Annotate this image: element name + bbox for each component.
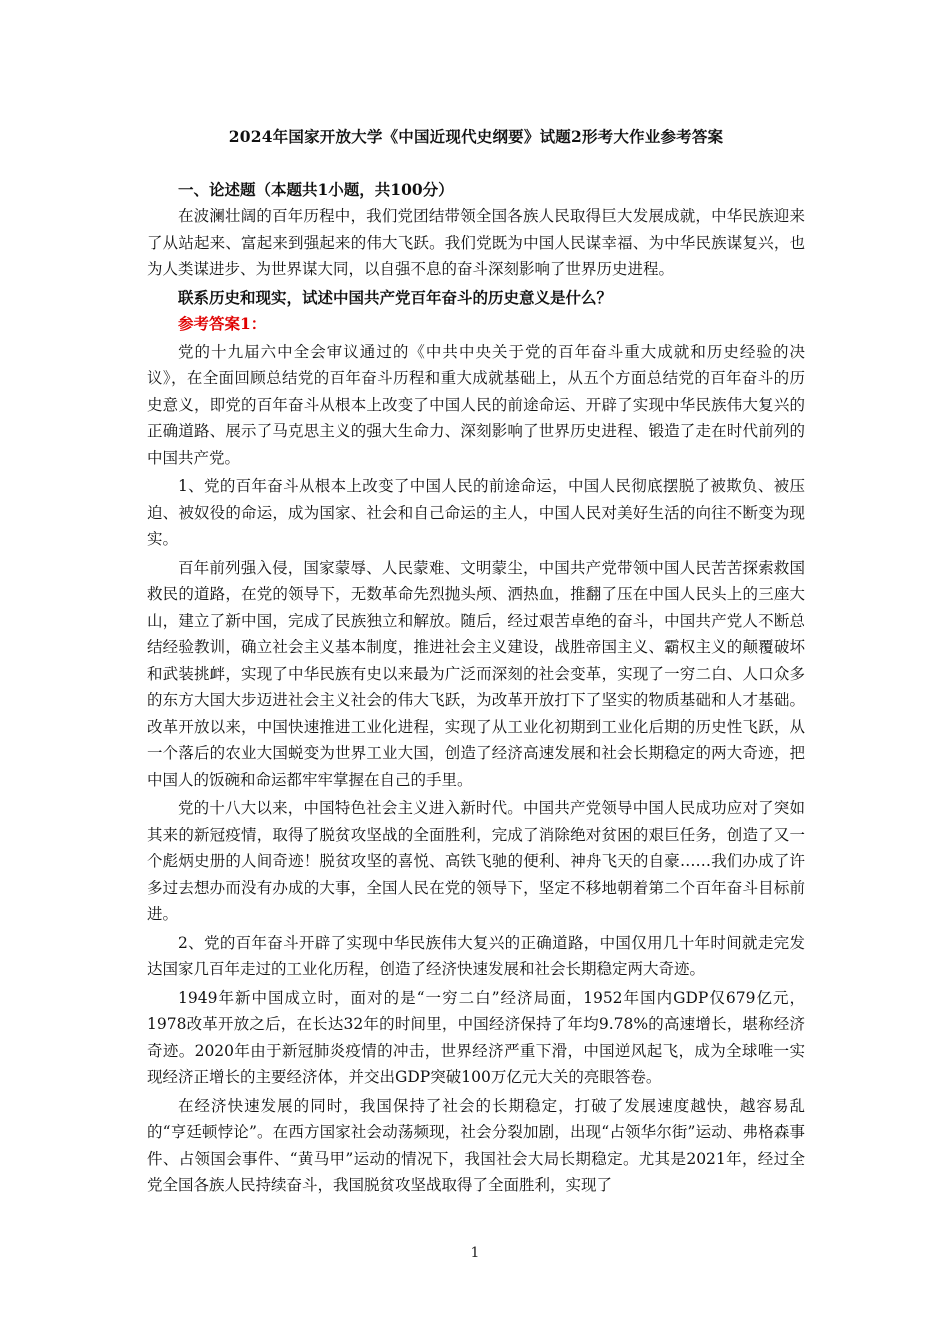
body-paragraph: 1949年新中国成立时，面对的是“一穷二白”经济局面，1952年国内GDP仅679亿元，1978改革开放之后，在长达32年的时间里，中国经济保持了年均9.78%的高速增长，堪称经济奇迹。2020年由于新冠肺炎疫情的冲击，世界经济严重下滑，中国逆风起飞，成为全球唯一实现经济正增长的主要经济体，并交出GDP突破100万亿元大关的亮眼答卷。 [147, 988, 805, 1086]
body-paragraph: 2、党的百年奋斗开辟了实现中华民族伟大复兴的正确道路，中国仅用几十年时间就走完发达国家几百年走过的工业化历程，创造了经济快速发展和社会长期稳定两大奇迹。 [147, 933, 805, 978]
body-paragraph: 党的十八大以来，中国特色社会主义进入新时代。中国共产党领导中国人民成功应对了突如其来的新冠疫情，取得了脱贫攻坚战的全面胜利，完成了消除绝对贫困的艰巨任务，创造了又一个彪炳史册的人间奇迹！脱贫攻坚的喜悦、高铁飞驰的便利、神舟飞天的自豪……我们办成了许多过去想办而没有办成的大事，全国人民在党的领导下，坚定不移地朝着第二个百年奋斗目标前进。 [147, 799, 805, 923]
body-paragraph: 百年前列强入侵，国家蒙辱、人民蒙难、文明蒙尘，中国共产党带领中国人民苦苦探索救国救民的道路，在党的领导下，无数革命先烈抛头颅、洒热血，推翻了压在中国人民头上的三座大山，建立了新中国，完成了民族独立和解放。随后，经过艰苦卓绝的奋斗，中国共产党人不断总结经验教训，确立社会主义基本制度，推进社会主义建设，战胜帝国主义、霸权主义的颠覆破坏和武装挑衅，实现了中华民族有史以来最为广泛而深刻的社会变革，实现了一穷二白、人口众多的东方大国大步迈进社会主义社会的伟大飞跃，为改革开放打下了坚实的物质基础和人才基础。改革开放以来，中国快速推进工业化进程，实现了从工业化初期到工业化后期的历史性飞跃，从一个落后的农业大国蜕变为世界工业大国，创造了经济高速发展和社会长期稳定的两大奇迹，把中国人的饭碗和命运都牢牢掌握在自己的手里。 [147, 558, 805, 789]
document-title: 2024年国家开放大学《中国近现代史纲要》试题2形考大作业参考答案 [228, 127, 724, 146]
intro-paragraph: 在波澜壮阔的百年历程中，我们党团结带领全国各族人民取得巨大发展成就，中华民族迎来了从站起来、富起来到强起来的伟大飞跃。我们党既为中国人民谋幸福、为中华民族谋复兴，也为人类谋进步、为世界谋大同，以自强不息的奋斗深刻影响了世界历史进程。 [147, 207, 805, 278]
body-paragraph: 党的十九届六中全会审议通过的《中共中央关于党的百年奋斗重大成就和历史经验的决议》，在全面回顾总结党的百年奋斗历程和重大成就基础上，从五个方面总结党的百年奋斗的历史意义，即党的百年奋斗从根本上改变了中国人民的前途命运、开辟了实现中华民族伟大复兴的正确道路、展示了马克思主义的强大生命力、深刻影响了世界历史进程、锻造了走在时代前列的中国共产党。 [147, 342, 805, 467]
body-paragraph: 1、党的百年奋斗从根本上改变了中国人民的前途命运，中国人民彻底摆脱了被欺负、被压迫、被奴役的命运，成为国家、社会和自己命运的主人，中国人民对美好生活的向往不断变为现实。 [147, 477, 805, 548]
document-body [147, 124, 805, 1201]
essay-question: 联系历史和现实，试述中国共产党百年奋斗的历史意义是什么？ [178, 287, 613, 307]
section-heading: 一、论述题（本题共1小题，共100分） [178, 180, 454, 199]
page-number: 1 [470, 1245, 480, 1261]
answer-label: 参考答案1： [178, 314, 267, 333]
body-paragraph: 在经济快速发展的同时，我国保持了社会的长期稳定，打破了发展速度越快，越容易乱的“亨廷顿悖论”。在西方国家社会动荡频现，社会分裂加剧，出现“占领华尔街”运动、弗格森事件、占领国会事件、“黄马甲”运动的情况下，我国社会大局长期稳定。尤其是2021年，经过全党全国各族人民持续奋斗，我国脱贫攻坚战取得了全面胜利，实现了 [147, 1096, 805, 1194]
